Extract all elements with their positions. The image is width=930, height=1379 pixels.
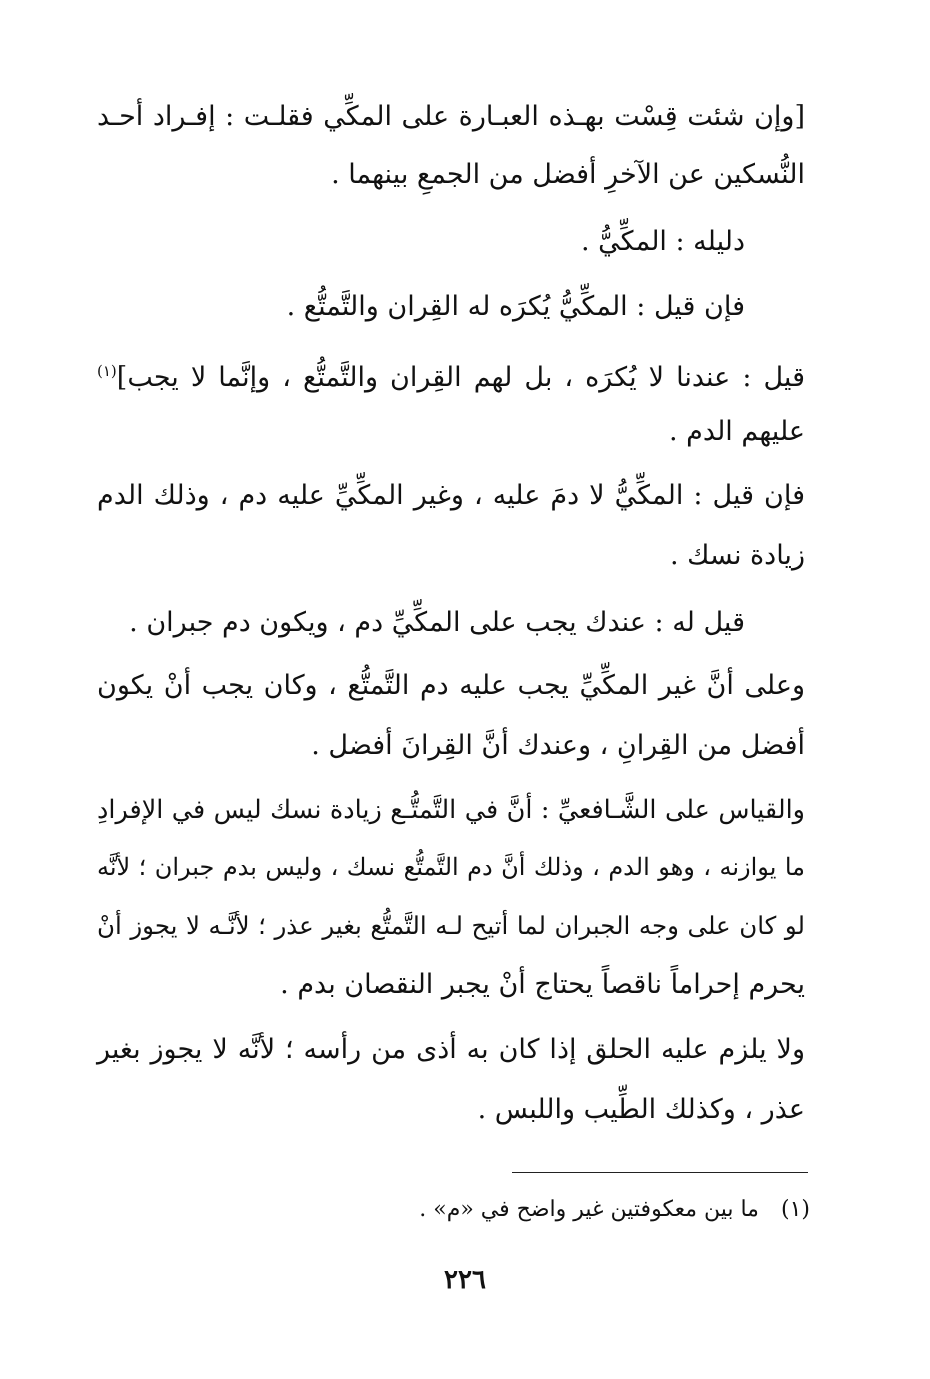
footnote-number: (١): [780, 1197, 810, 1222]
footnote-marker: (١): [97, 362, 117, 380]
text-line-3: دليله : المكِّيُّ .: [581, 226, 745, 257]
text-line-11: أفضل من القِرانِ ، وعندك أنَّ القِرانَ أفضل .: [311, 730, 805, 761]
footnote-divider: [512, 1172, 808, 1173]
text-line-16: ولا يلزم عليه الحلق إذا كان به أذى من رأسه ؛ لأنَّه لا يجوز بغير: [97, 1034, 805, 1065]
text-line-7: فإن قيل : المكِّيُّ لا دمَ عليه ، وغير المكِّيِّ عليه دم ، وذلك الدم: [97, 480, 805, 511]
text-line-5: [97, 351, 805, 391]
text-line-13: ما يوازنه ، وهو الدم ، وذلك أنَّ دم التَّمتُّع نسك ، وليس بدم جبران ؛ لأنَّه: [97, 853, 805, 881]
text-line-14: لو كان على وجه الجبران لما أتيح لـه التَّمتُّع بغير عذر ؛ لأنَّـه لا يجوز أنْ: [97, 911, 805, 940]
text-line-15: يحرم إحراماً ناقصاً يحتاج أنْ يجبر النقصان بدم .: [280, 969, 805, 1000]
footnote-text: ما بين معكوفتين غير واضح في «م» .: [419, 1197, 759, 1222]
text-line-6: عليهم الدم .: [669, 416, 805, 447]
page-number: ٢٢٦: [444, 1265, 486, 1295]
text-line-8: زيادة نسك .: [669, 540, 805, 571]
text-line-17: عذر ، وكذلك الطِّيب واللبس .: [477, 1094, 805, 1125]
text-line-9: قيل له : عندك يجب على المكِّيِّ دم ، ويكون دم جبران .: [129, 607, 745, 638]
footnote: [419, 1192, 810, 1228]
text-line-10: وعلى أنَّ غير المكِّيِّ يجب عليه دم التَّمتُّع ، وكان يجب أنْ يكون: [97, 670, 805, 701]
text-line-4: فإن قيل : المكِّيُّ يُكرَه له القِران والتَّمتُّع .: [286, 291, 745, 322]
text-line-5-body: قيل : عندنا لا يُكرَه ، بل لهم القِران والتَّمتُّع ، وإنَّما لا يجب]: [116, 362, 805, 393]
text-line-1: [وإن شئت قِسْت بهـذه العبـارة على المكِّي فقلـت : إفـراد أحـد: [97, 101, 805, 132]
text-line-12: والقياس على الشَّـافعيِّ : أنَّ في التَّمتُّـع زيادة نسك ليس في الإفرادِ: [97, 795, 805, 825]
text-line-2: النُّسكين عن الآخرِ أفضل من الجمعِ بينهما .: [331, 159, 805, 190]
